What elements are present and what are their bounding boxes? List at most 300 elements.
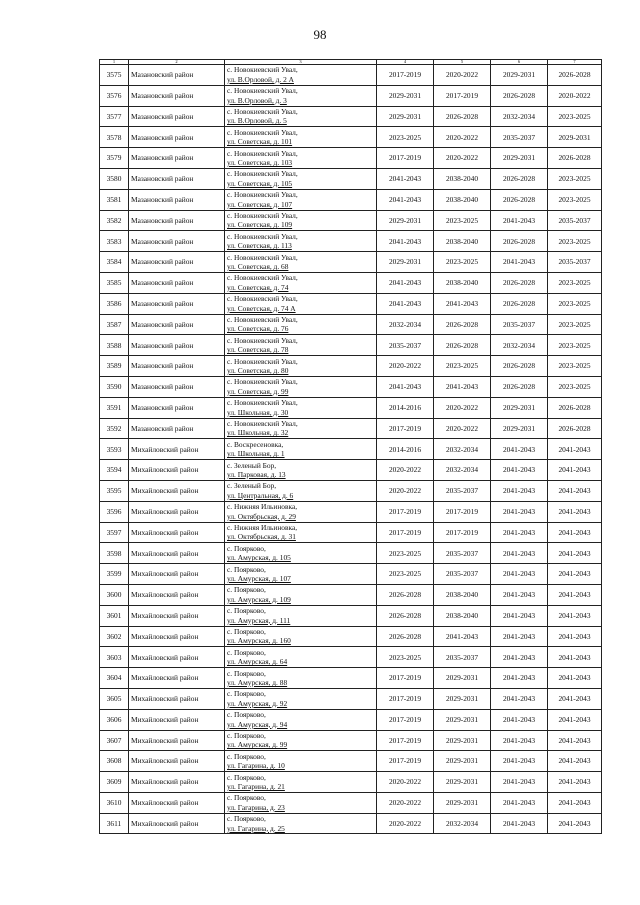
address-settlement: с. Поярково, bbox=[227, 606, 266, 616]
period-col5: 2023-2025 bbox=[434, 210, 491, 231]
period-col5: 2020-2022 bbox=[434, 397, 491, 418]
address-cell bbox=[225, 231, 377, 252]
period-col7: 2041-2043 bbox=[548, 605, 602, 626]
address-street: ул. Амурская, д. 92 bbox=[227, 698, 288, 708]
address-street: ул. Гагарина, д. 23 bbox=[227, 802, 285, 812]
address-street: ул. Амурская, д. 64 bbox=[227, 657, 288, 667]
period-col4: 2041-2043 bbox=[377, 231, 434, 252]
address-settlement: с. Новокиевский Увал, bbox=[227, 231, 298, 241]
address-cell bbox=[225, 751, 377, 772]
period-col7: 2035-2037 bbox=[548, 252, 602, 273]
period-col4: 2023-2025 bbox=[377, 564, 434, 585]
address-street: ул. Амурская, д. 88 bbox=[227, 678, 288, 687]
period-col5: 2029-2031 bbox=[434, 709, 491, 730]
period-col4: 2017-2019 bbox=[377, 148, 434, 169]
row-number: 3604 bbox=[100, 668, 129, 689]
period-col7: 2041-2043 bbox=[548, 813, 602, 834]
table-row bbox=[100, 460, 602, 481]
period-col7: 2023-2025 bbox=[548, 376, 602, 397]
page-number: 98 bbox=[313, 27, 327, 42]
period-col4: 2041-2043 bbox=[377, 293, 434, 314]
period-col5: 2035-2037 bbox=[434, 647, 491, 668]
period-col7: 2041-2043 bbox=[548, 439, 602, 460]
period-col5: 2038-2040 bbox=[434, 189, 491, 210]
row-number: 3588 bbox=[100, 335, 129, 356]
table-row bbox=[100, 65, 602, 86]
row-number: 3578 bbox=[100, 127, 129, 148]
district-cell: Мазановский район bbox=[129, 148, 225, 169]
period-col7: 2041-2043 bbox=[548, 460, 602, 481]
column-number-header: 7 bbox=[548, 60, 602, 65]
table-row bbox=[100, 501, 602, 522]
period-col7: 2041-2043 bbox=[548, 730, 602, 751]
address-settlement: с. Поярково, bbox=[227, 668, 266, 678]
register-table bbox=[99, 59, 602, 834]
period-col7: 2023-2025 bbox=[548, 231, 602, 252]
row-number: 3606 bbox=[100, 709, 129, 730]
row-number: 3605 bbox=[100, 688, 129, 709]
table-row bbox=[100, 751, 602, 772]
period-col4: 2023-2025 bbox=[377, 647, 434, 668]
period-col6: 2041-2043 bbox=[491, 792, 548, 813]
row-number: 3590 bbox=[100, 376, 129, 397]
district-cell: Михайловский район bbox=[129, 709, 225, 730]
period-col5: 2035-2037 bbox=[434, 564, 491, 585]
address-settlement: с. Новокиевский Увал, bbox=[227, 377, 298, 387]
period-col6: 2026-2028 bbox=[491, 356, 548, 377]
address-street: ул. Школьная, д. 30 bbox=[227, 407, 289, 417]
period-col4: 2041-2043 bbox=[377, 272, 434, 293]
table-row bbox=[100, 584, 602, 605]
row-number: 3607 bbox=[100, 730, 129, 751]
district-cell: Мазановский район bbox=[129, 231, 225, 252]
row-number: 3600 bbox=[100, 584, 129, 605]
address-street: ул. Гагарина, д. 21 bbox=[227, 781, 285, 791]
district-cell: Михайловский район bbox=[129, 460, 225, 481]
row-number: 3587 bbox=[100, 314, 129, 335]
period-col6: 2041-2043 bbox=[491, 626, 548, 647]
address-street: ул. Амурская, д. 99 bbox=[227, 740, 288, 750]
address-cell bbox=[225, 397, 377, 418]
period-col7: 2029-2031 bbox=[548, 127, 602, 148]
table-row bbox=[100, 792, 602, 813]
period-col6: 2041-2043 bbox=[491, 668, 548, 689]
district-cell: Мазановский район bbox=[129, 314, 225, 335]
period-col4: 2029-2031 bbox=[377, 106, 434, 127]
address-cell bbox=[225, 543, 377, 564]
address-settlement: с. Новокиевский Увал, bbox=[227, 356, 298, 366]
period-col6: 2026-2028 bbox=[491, 85, 548, 106]
address-cell bbox=[225, 127, 377, 148]
table-row bbox=[100, 564, 602, 585]
period-col4: 2020-2022 bbox=[377, 813, 434, 834]
district-cell: Михайловский район bbox=[129, 647, 225, 668]
period-col4: 2032-2034 bbox=[377, 314, 434, 335]
address-settlement: с. Новокиевский Увал, bbox=[227, 190, 298, 200]
district-cell: Мазановский район bbox=[129, 418, 225, 439]
period-col4: 2020-2022 bbox=[377, 480, 434, 501]
period-col6: 2041-2043 bbox=[491, 730, 548, 751]
period-col4: 2023-2025 bbox=[377, 543, 434, 564]
district-cell: Михайловский район bbox=[129, 439, 225, 460]
table-row bbox=[100, 272, 602, 293]
address-cell bbox=[225, 564, 377, 585]
period-col7: 2020-2022 bbox=[548, 85, 602, 106]
period-col5: 2029-2031 bbox=[434, 668, 491, 689]
period-col6: 2041-2043 bbox=[491, 751, 548, 772]
period-col4: 2017-2019 bbox=[377, 65, 434, 86]
table-row bbox=[100, 231, 602, 252]
address-street: ул. Школьная, д. 1 bbox=[227, 449, 285, 459]
period-col7: 2041-2043 bbox=[548, 647, 602, 668]
district-cell: Мазановский район bbox=[129, 376, 225, 397]
period-col4: 2014-2016 bbox=[377, 439, 434, 460]
address-street: ул. В.Орловой, д. 3 bbox=[227, 95, 287, 105]
row-number: 3608 bbox=[100, 751, 129, 772]
period-col5: 2020-2022 bbox=[434, 127, 491, 148]
district-cell: Михайловский район bbox=[129, 792, 225, 813]
period-col5: 2029-2031 bbox=[434, 751, 491, 772]
period-col4: 2017-2019 bbox=[377, 501, 434, 522]
period-col5: 2017-2019 bbox=[434, 501, 491, 522]
address-street: ул. Парковая, д. 13 bbox=[227, 470, 286, 480]
table-row bbox=[100, 397, 602, 418]
district-cell: Мазановский район bbox=[129, 272, 225, 293]
address-cell bbox=[225, 460, 377, 481]
address-settlement: с. Новокиевский Увал, bbox=[227, 273, 298, 283]
address-cell bbox=[225, 730, 377, 751]
table-row bbox=[100, 813, 602, 834]
period-col5: 2038-2040 bbox=[434, 272, 491, 293]
table-row bbox=[100, 252, 602, 273]
district-cell: Михайловский район bbox=[129, 522, 225, 543]
address-street: ул. Советская, д. 105 bbox=[227, 178, 293, 188]
period-col4: 2020-2022 bbox=[377, 772, 434, 793]
table-row bbox=[100, 730, 602, 751]
address-cell bbox=[225, 480, 377, 501]
address-street: ул. Амурская, д. 109 bbox=[227, 594, 291, 604]
period-col7: 2041-2043 bbox=[548, 688, 602, 709]
address-street: ул. В.Орловой, д. 5 bbox=[227, 116, 287, 126]
period-col5: 2017-2019 bbox=[434, 85, 491, 106]
period-col7: 2026-2028 bbox=[548, 148, 602, 169]
row-number: 3603 bbox=[100, 647, 129, 668]
period-col5: 2035-2037 bbox=[434, 543, 491, 564]
period-col5: 2041-2043 bbox=[434, 626, 491, 647]
row-number: 3586 bbox=[100, 293, 129, 314]
period-col7: 2041-2043 bbox=[548, 668, 602, 689]
row-number: 3610 bbox=[100, 792, 129, 813]
period-col5: 2029-2031 bbox=[434, 792, 491, 813]
column-number-header: 5 bbox=[434, 60, 491, 65]
district-cell: Мазановский район bbox=[129, 65, 225, 86]
address-settlement: с. Новокиевский Увал, bbox=[227, 315, 298, 325]
period-col7: 2023-2025 bbox=[548, 189, 602, 210]
period-col7: 2041-2043 bbox=[548, 564, 602, 585]
table-row bbox=[100, 85, 602, 106]
period-col5: 2017-2019 bbox=[434, 522, 491, 543]
address-settlement: с. Поярково, bbox=[227, 710, 266, 720]
period-col5: 2041-2043 bbox=[434, 376, 491, 397]
district-cell: Михайловский район bbox=[129, 730, 225, 751]
period-col6: 2041-2043 bbox=[491, 522, 548, 543]
period-col7: 2026-2028 bbox=[548, 65, 602, 86]
period-col7: 2041-2043 bbox=[548, 772, 602, 793]
address-street: ул. Советская, д. 103 bbox=[227, 158, 293, 168]
address-cell bbox=[225, 314, 377, 335]
district-cell: Мазановский район bbox=[129, 85, 225, 106]
address-street: ул. Центральная, д. 6 bbox=[227, 490, 294, 500]
period-col6: 2026-2028 bbox=[491, 189, 548, 210]
period-col4: 2017-2019 bbox=[377, 688, 434, 709]
period-col4: 2041-2043 bbox=[377, 189, 434, 210]
table-row bbox=[100, 647, 602, 668]
district-cell: Михайловский район bbox=[129, 668, 225, 689]
address-cell bbox=[225, 252, 377, 273]
address-settlement: с. Поярково, bbox=[227, 730, 266, 740]
row-number: 3583 bbox=[100, 231, 129, 252]
row-number: 3593 bbox=[100, 439, 129, 460]
row-number: 3599 bbox=[100, 564, 129, 585]
district-cell: Мазановский район bbox=[129, 293, 225, 314]
address-street: ул. Советская, д. 74 А bbox=[227, 303, 296, 313]
table-row bbox=[100, 772, 602, 793]
address-settlement: с. Новокиевский Увал, bbox=[227, 211, 298, 221]
row-number: 3597 bbox=[100, 522, 129, 543]
period-col6: 2041-2043 bbox=[491, 501, 548, 522]
address-cell bbox=[225, 210, 377, 231]
column-number-header: 6 bbox=[491, 60, 548, 65]
address-cell bbox=[225, 792, 377, 813]
row-number: 3602 bbox=[100, 626, 129, 647]
period-col6: 2029-2031 bbox=[491, 397, 548, 418]
address-cell bbox=[225, 85, 377, 106]
address-street: ул. Амурская, д. 105 bbox=[227, 553, 291, 563]
address-settlement: с. Новокиевский Увал, bbox=[227, 148, 298, 158]
district-cell: Мазановский район bbox=[129, 106, 225, 127]
period-col5: 2029-2031 bbox=[434, 688, 491, 709]
table-row bbox=[100, 522, 602, 543]
address-settlement: с. Новокиевский Увал, bbox=[227, 86, 298, 96]
table-row bbox=[100, 688, 602, 709]
period-col6: 2035-2037 bbox=[491, 127, 548, 148]
period-col4: 2026-2028 bbox=[377, 626, 434, 647]
period-col7: 2041-2043 bbox=[548, 792, 602, 813]
table-row bbox=[100, 605, 602, 626]
district-cell: Михайловский район bbox=[129, 626, 225, 647]
table-row bbox=[100, 168, 602, 189]
row-number: 3601 bbox=[100, 605, 129, 626]
address-cell bbox=[225, 168, 377, 189]
period-col4: 2023-2025 bbox=[377, 127, 434, 148]
column-number-header: 3 bbox=[225, 60, 377, 65]
period-col7: 2023-2025 bbox=[548, 335, 602, 356]
district-cell: Мазановский район bbox=[129, 397, 225, 418]
address-settlement: с. Поярково, bbox=[227, 627, 266, 636]
district-cell: Мазановский район bbox=[129, 356, 225, 377]
address-cell bbox=[225, 376, 377, 397]
address-street: ул. Советская, д. 99 bbox=[227, 386, 289, 396]
address-settlement: с. Новокиевский Увал, bbox=[227, 294, 298, 304]
address-street: ул. Советская, д. 113 bbox=[227, 241, 292, 251]
period-col6: 2041-2043 bbox=[491, 772, 548, 793]
address-street: ул. Гагарина, д. 10 bbox=[227, 761, 285, 771]
row-number: 3579 bbox=[100, 148, 129, 169]
address-cell bbox=[225, 65, 377, 86]
period-col4: 2020-2022 bbox=[377, 460, 434, 481]
row-number: 3598 bbox=[100, 543, 129, 564]
period-col7: 2023-2025 bbox=[548, 293, 602, 314]
period-col6: 2041-2043 bbox=[491, 647, 548, 668]
period-col4: 2020-2022 bbox=[377, 792, 434, 813]
row-number: 3611 bbox=[100, 813, 129, 834]
address-cell bbox=[225, 813, 377, 834]
address-street: ул. В.Орловой, д. 2 А bbox=[227, 74, 294, 84]
address-cell bbox=[225, 189, 377, 210]
period-col5: 2020-2022 bbox=[434, 65, 491, 86]
table-row bbox=[100, 626, 602, 647]
address-street: ул. Амурская, д. 160 bbox=[227, 636, 291, 646]
period-col4: 2017-2019 bbox=[377, 418, 434, 439]
address-street: ул. Школьная, д. 32 bbox=[227, 428, 289, 438]
table-row bbox=[100, 148, 602, 169]
period-col7: 2023-2025 bbox=[548, 314, 602, 335]
period-col5: 2023-2025 bbox=[434, 252, 491, 273]
period-col5: 2038-2040 bbox=[434, 231, 491, 252]
address-street: ул. Октябрьская, д. 29 bbox=[227, 511, 296, 521]
period-col4: 2017-2019 bbox=[377, 668, 434, 689]
table-row bbox=[100, 106, 602, 127]
period-col7: 2023-2025 bbox=[548, 272, 602, 293]
period-col6: 2041-2043 bbox=[491, 543, 548, 564]
address-settlement: с. Поярково, bbox=[227, 793, 266, 803]
period-col5: 2020-2022 bbox=[434, 148, 491, 169]
period-col5: 2035-2037 bbox=[434, 480, 491, 501]
table-row bbox=[100, 356, 602, 377]
period-col6: 2041-2043 bbox=[491, 252, 548, 273]
row-number: 3575 bbox=[100, 65, 129, 86]
address-settlement: с. Поярково, bbox=[227, 543, 266, 553]
address-settlement: с. Новокиевский Увал, bbox=[227, 169, 298, 179]
period-col4: 2014-2016 bbox=[377, 397, 434, 418]
table-row bbox=[100, 668, 602, 689]
address-street: ул. Советская, д. 80 bbox=[227, 366, 289, 376]
period-col7: 2026-2028 bbox=[548, 418, 602, 439]
table-row bbox=[100, 480, 602, 501]
district-cell: Михайловский район bbox=[129, 501, 225, 522]
address-settlement: с. Новокиевский Увал, bbox=[227, 252, 298, 262]
address-street: ул. Амурская, д. 94 bbox=[227, 719, 288, 729]
period-col5: 2038-2040 bbox=[434, 605, 491, 626]
address-cell bbox=[225, 501, 377, 522]
period-col6: 2041-2043 bbox=[491, 480, 548, 501]
table-row bbox=[100, 709, 602, 730]
address-street: ул. Октябрьская, д. 31 bbox=[227, 532, 296, 542]
period-col7: 2023-2025 bbox=[548, 356, 602, 377]
address-settlement: с. Поярково, bbox=[227, 564, 266, 574]
period-col6: 2041-2043 bbox=[491, 439, 548, 460]
period-col7: 2041-2043 bbox=[548, 584, 602, 605]
address-street: ул. Советская, д. 101 bbox=[227, 137, 293, 147]
row-number: 3609 bbox=[100, 772, 129, 793]
period-col6: 2041-2043 bbox=[491, 709, 548, 730]
period-col5: 2032-2034 bbox=[434, 460, 491, 481]
period-col6: 2041-2043 bbox=[491, 584, 548, 605]
table-row bbox=[100, 418, 602, 439]
period-col4: 2017-2019 bbox=[377, 730, 434, 751]
period-col6: 2026-2028 bbox=[491, 168, 548, 189]
row-number: 3591 bbox=[100, 397, 129, 418]
address-settlement: с. Новокиевский Увал, bbox=[227, 419, 298, 429]
address-cell bbox=[225, 335, 377, 356]
period-col7: 2041-2043 bbox=[548, 709, 602, 730]
address-cell bbox=[225, 293, 377, 314]
address-settlement: с. Нижняя Ильиновка, bbox=[227, 523, 298, 533]
address-settlement: с. Поярково, bbox=[227, 751, 266, 761]
address-settlement: с. Новокиевский Увал, bbox=[227, 107, 298, 117]
row-number: 3581 bbox=[100, 189, 129, 210]
period-col6: 2026-2028 bbox=[491, 231, 548, 252]
district-cell: Михайловский район bbox=[129, 772, 225, 793]
period-col4: 2017-2019 bbox=[377, 522, 434, 543]
period-col6: 2041-2043 bbox=[491, 688, 548, 709]
period-col6: 2029-2031 bbox=[491, 65, 548, 86]
period-col5: 2041-2043 bbox=[434, 293, 491, 314]
district-cell: Михайловский район bbox=[129, 605, 225, 626]
period-col5: 2032-2034 bbox=[434, 439, 491, 460]
district-cell: Михайловский район bbox=[129, 751, 225, 772]
district-cell: Мазановский район bbox=[129, 335, 225, 356]
district-cell: Мазановский район bbox=[129, 210, 225, 231]
district-cell: Мазановский район bbox=[129, 127, 225, 148]
district-cell: Мазановский район bbox=[129, 252, 225, 273]
period-col4: 2041-2043 bbox=[377, 376, 434, 397]
period-col6: 2026-2028 bbox=[491, 376, 548, 397]
address-cell bbox=[225, 272, 377, 293]
table-row bbox=[100, 543, 602, 564]
district-cell: Михайловский район bbox=[129, 584, 225, 605]
period-col6: 2041-2043 bbox=[491, 813, 548, 834]
period-col5: 2038-2040 bbox=[434, 584, 491, 605]
district-cell: Михайловский район bbox=[129, 688, 225, 709]
table-row bbox=[100, 376, 602, 397]
period-col7: 2041-2043 bbox=[548, 480, 602, 501]
row-number: 3582 bbox=[100, 210, 129, 231]
period-col4: 2017-2019 bbox=[377, 751, 434, 772]
period-col6: 2026-2028 bbox=[491, 293, 548, 314]
address-settlement: с. Поярково, bbox=[227, 689, 266, 699]
address-cell bbox=[225, 647, 377, 668]
period-col4: 2017-2019 bbox=[377, 709, 434, 730]
address-settlement: с. Поярково, bbox=[227, 814, 266, 824]
period-col4: 2026-2028 bbox=[377, 605, 434, 626]
period-col6: 2035-2037 bbox=[491, 314, 548, 335]
period-col4: 2026-2028 bbox=[377, 584, 434, 605]
period-col7: 2041-2043 bbox=[548, 751, 602, 772]
district-cell: Михайловский район bbox=[129, 564, 225, 585]
period-col7: 2035-2037 bbox=[548, 210, 602, 231]
period-col5: 2026-2028 bbox=[434, 314, 491, 335]
period-col4: 2035-2037 bbox=[377, 335, 434, 356]
address-cell bbox=[225, 106, 377, 127]
district-cell: Михайловский район bbox=[129, 543, 225, 564]
period-col5: 2026-2028 bbox=[434, 335, 491, 356]
address-settlement: с. Зеленый Бор, bbox=[227, 481, 277, 491]
period-col5: 2029-2031 bbox=[434, 772, 491, 793]
table-row bbox=[100, 335, 602, 356]
address-cell bbox=[225, 605, 377, 626]
table-row bbox=[100, 293, 602, 314]
